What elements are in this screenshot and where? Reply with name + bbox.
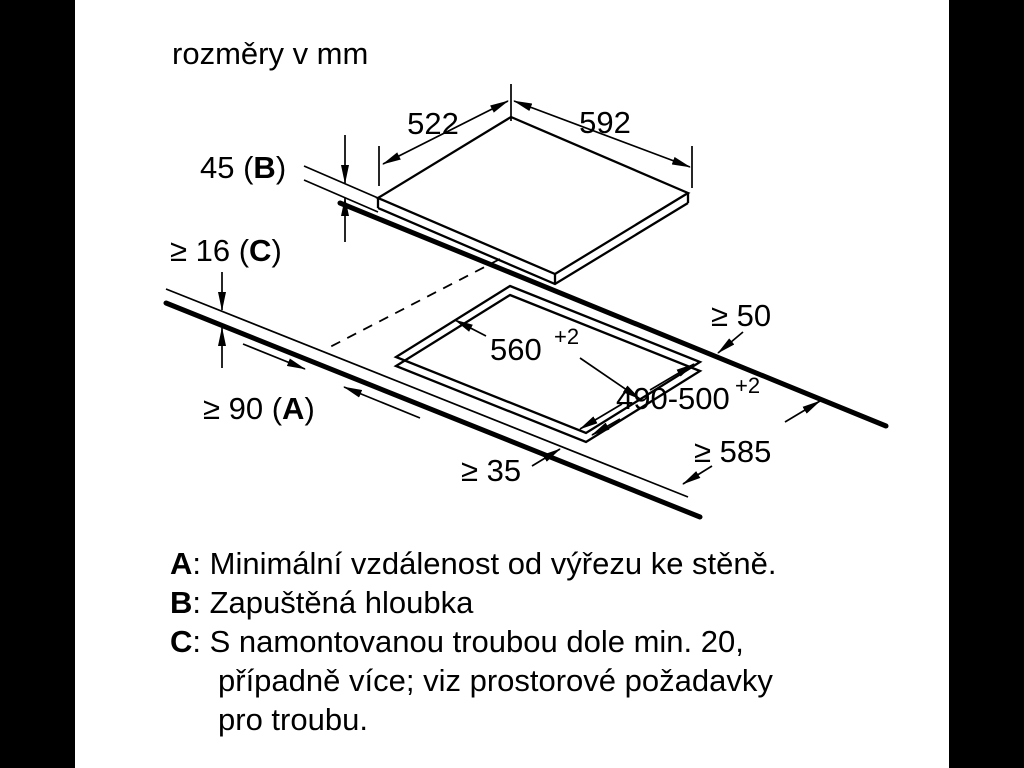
legend-item-b: B: Zapuštěná hloubka [170,585,474,620]
worktop-rear-wall-line [340,203,886,426]
dimension-592 [514,101,692,188]
legend-item-c-line2: případně více; viz prostorové požadavky [218,663,773,698]
dimension-522 [379,84,511,186]
dimension-16-C [170,233,282,368]
legend-item-c-line3: pro troubu. [218,702,368,737]
cutout-depth-label: 490-500 [616,381,730,416]
hob-width-label: 592 [579,105,631,140]
worktop-depth-label: ≥ 585 [694,434,772,469]
worktop-cutout [396,286,700,442]
cutout-width-tolerance: +2 [554,324,580,349]
dashed-projection-line [330,259,500,347]
dimension-90-A [203,344,420,426]
page-title: rozměry v mm [172,36,369,71]
legend [170,546,777,737]
dimension-560 [455,320,640,399]
rear-clearance-label: ≥ 50 [711,298,772,333]
hob-depth-label: 522 [407,106,459,141]
hob-outline [378,117,688,284]
recess-depth-label: 45 (B) [200,150,287,185]
dimension-50 [711,298,771,353]
legend-item-c-line1: C: S namontovanou troubou dole min. 20, [170,624,744,659]
front-clearance-label: ≥ 35 [461,453,522,488]
side-clearance-label: ≥ 90 (A) [203,391,315,426]
legend-item-a: A: Minimální vzdálenost od výřezu ke stěně. [170,546,777,581]
cutout-width-label: 560 [490,332,542,367]
cutout-depth-tolerance: +2 [735,373,761,398]
dimension-45-B [200,135,378,242]
worktop-thickness-label: ≥ 16 (C) [170,233,282,268]
